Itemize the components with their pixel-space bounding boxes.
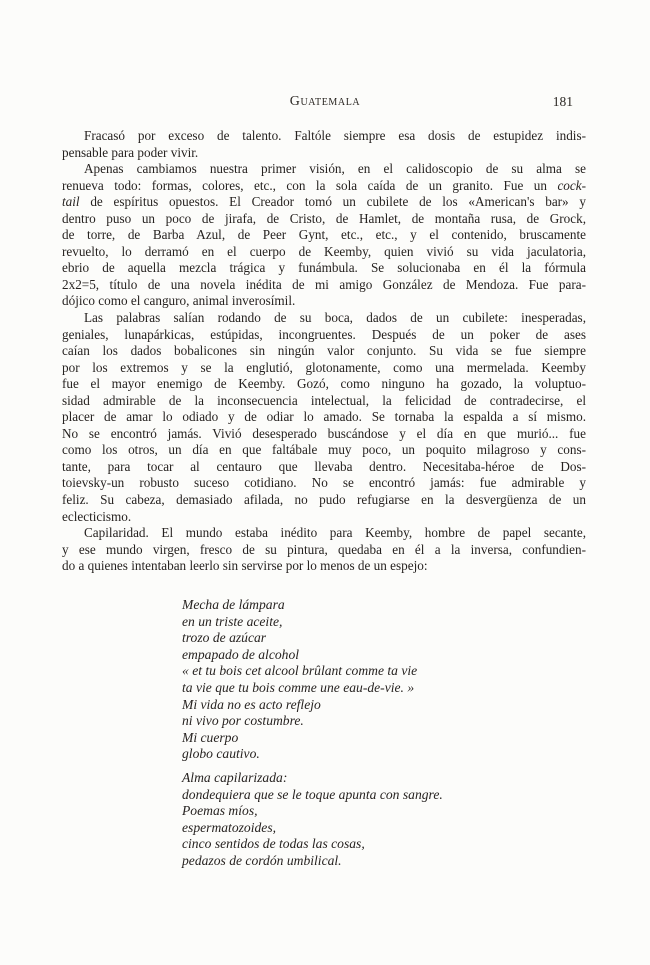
text-segment: de espíritus opuestos. El Creador tomó un cubilete de los «American's bar» y (79, 194, 586, 210)
verse-stanza (182, 770, 582, 870)
text-line (62, 492, 586, 509)
running-header-title: Guatemala (289, 94, 361, 109)
italic-text-segment: cock- (557, 177, 586, 193)
verse-line (182, 803, 582, 820)
text-line (62, 260, 586, 277)
text-segment: 2x2=5, título de una novela inédita de mi amigo González de Mendoza. Fue para- (62, 276, 586, 292)
text-line (62, 293, 586, 310)
text-segment: eclecticismo. (62, 508, 132, 524)
verse-line (182, 697, 582, 714)
text-line (62, 161, 586, 178)
text-line (62, 244, 586, 261)
text-segment: globo cautivo. (182, 746, 260, 762)
text-segment: y ese mundo virgen, fresco de su pintura, quedaba en él a la inversa, confundien- (62, 541, 586, 557)
text-line (62, 459, 586, 476)
paragraph (62, 310, 586, 525)
text-segment: en un triste aceite, (182, 613, 283, 629)
verse-line (182, 820, 582, 837)
text-segment: espermatozoides, (182, 819, 277, 835)
text-segment: pensable para poder vivir. (62, 144, 199, 160)
text-segment: pedazos de cordón umbilical. (182, 852, 342, 868)
text-line (62, 145, 586, 162)
text-segment: como los otros, un día en que faltábale muy poco, un poquito milagroso y cons- (62, 442, 586, 458)
text-line (62, 542, 586, 559)
verse-line (182, 787, 582, 804)
text-segment: ta vie que tu bois comme une eau-de-vie. » (182, 679, 415, 695)
verse-line (182, 597, 582, 614)
text-segment: dójico como el canguro, animal inverosímil. (62, 293, 296, 309)
text-segment: trozo de azúcar (182, 630, 267, 646)
verse-stanza (182, 597, 582, 763)
text-line (62, 509, 586, 526)
text-segment: Fracasó por exceso de talento. Faltóle siempre esa dosis de estupidez indis- (84, 128, 586, 143)
text-segment: Alma capilarizada: (182, 769, 288, 785)
paragraph (62, 128, 586, 161)
text-segment: renueva todo: formas, colores, etc., con la sola caída de un granito. Fue un (62, 177, 558, 193)
text-line (62, 194, 586, 211)
text-line (62, 310, 586, 327)
text-line (62, 211, 586, 228)
text-segment: Mecha de lámpara (182, 597, 285, 612)
text-segment: Mi cuerpo (182, 729, 239, 745)
text-segment: placer de amar lo odiado y de odiar lo amado. Se tornaba la espalda a sí mismo. (62, 409, 586, 425)
text-segment: toievsky-un robusto suceso cotidiano. No se encontró jamás: fue admirable y (62, 475, 586, 491)
verse-line (182, 836, 582, 853)
text-line (62, 178, 586, 195)
verse-line (182, 614, 582, 631)
verse-block (182, 597, 582, 870)
text-line (62, 426, 586, 443)
paragraph (62, 525, 586, 575)
verse-line (182, 746, 582, 763)
text-line (62, 475, 586, 492)
text-segment: Poemas míos, (182, 803, 258, 819)
text-segment: ni vivo por costumbre. (182, 713, 304, 729)
verse-line (182, 647, 582, 664)
paragraph (62, 161, 586, 310)
text-line (62, 227, 586, 244)
verse-line (182, 853, 582, 870)
text-line (62, 376, 586, 393)
text-line (62, 277, 586, 294)
text-segment: feliz. Su cabeza, demasiado afilada, no pudo refugiarse en la desvergüenza de un (62, 492, 586, 508)
italic-text-segment: tail (62, 194, 80, 210)
text-line (62, 360, 586, 377)
text-segment: No se encontró jamás. Vivió desesperado buscándose y el día en que murió... fue (62, 425, 586, 441)
text-segment: tante, para tocar al centauro que llevaba dentro. Necesitaba-héroe de Dos- (62, 458, 586, 474)
text-segment: revuelto, lo derramó en el cuerpo de Keemby, quien vivió su vida jaculatoria, (62, 243, 586, 259)
text-segment: dondequiera que se le toque apunta con sangre. (182, 786, 443, 802)
text-segment: « et tu bois cet alcool brûlant comme ta vie (182, 663, 418, 679)
verse-line (182, 663, 582, 680)
text-line (62, 558, 586, 575)
page-number: 181 (552, 94, 573, 109)
text-segment: por los extremos y se la englutió, glotonamente, como una mermelada. Keemby (62, 359, 586, 375)
verse-line (182, 770, 582, 787)
text-line (62, 128, 586, 145)
text-segment: fue el mayor enemigo de Keemby. Gozó, como ninguno ha gozado, la voluptuo- (62, 376, 586, 392)
text-segment: geniales, lunapárkicas, estúpidas, incongruentes. Después de un poker de ases (62, 326, 586, 342)
text-segment: dentro puso un poco de jirafa, de Cristo, de Hamlet, de montaña rusa, de Grock, (62, 210, 586, 226)
text-line (62, 525, 586, 542)
text-segment: Mi vida no es acto reflejo (182, 696, 321, 712)
text-segment: de torre, de Barba Azul, de Peer Gynt, etc., etc., y el contenido, bruscamente (62, 227, 586, 243)
text-segment: Apenas cambiamos nuestra primer visión, en el calidoscopio de su alma se (84, 161, 586, 177)
text-line (62, 442, 586, 459)
text-segment: cinco sentidos de todas las cosas, (182, 836, 365, 852)
text-segment: Las palabras salían rodando de su boca, dados de un cubilete: inesperadas, (84, 310, 586, 326)
text-segment: caían los dados bobalicones sin ningún valor conjunto. Su vida se fue siempre (62, 343, 586, 359)
verse-line (182, 680, 582, 697)
verse-line (182, 630, 582, 647)
text-segment: do a quienes intentaban leerlo sin servirse por lo menos de un espejo: (62, 558, 428, 574)
text-segment: sidad admirable de la inconsecuencia intelectual, la felicidad de contradecirse, el (62, 392, 586, 408)
text-segment: ebrio de aquella mezcla trágica y funámbula. Se solucionaba en él la fórmula (62, 260, 586, 276)
verse-line (182, 730, 582, 747)
text-line (62, 343, 586, 360)
text-line (62, 409, 586, 426)
text-line (62, 327, 586, 344)
text-line (62, 393, 586, 410)
body-text-block (62, 128, 586, 575)
text-segment: empapado de alcohol (182, 646, 300, 662)
text-segment: Capilaridad. El mundo estaba inédito para Keemby, hombre de papel secante, (84, 525, 586, 541)
verse-line (182, 713, 582, 730)
